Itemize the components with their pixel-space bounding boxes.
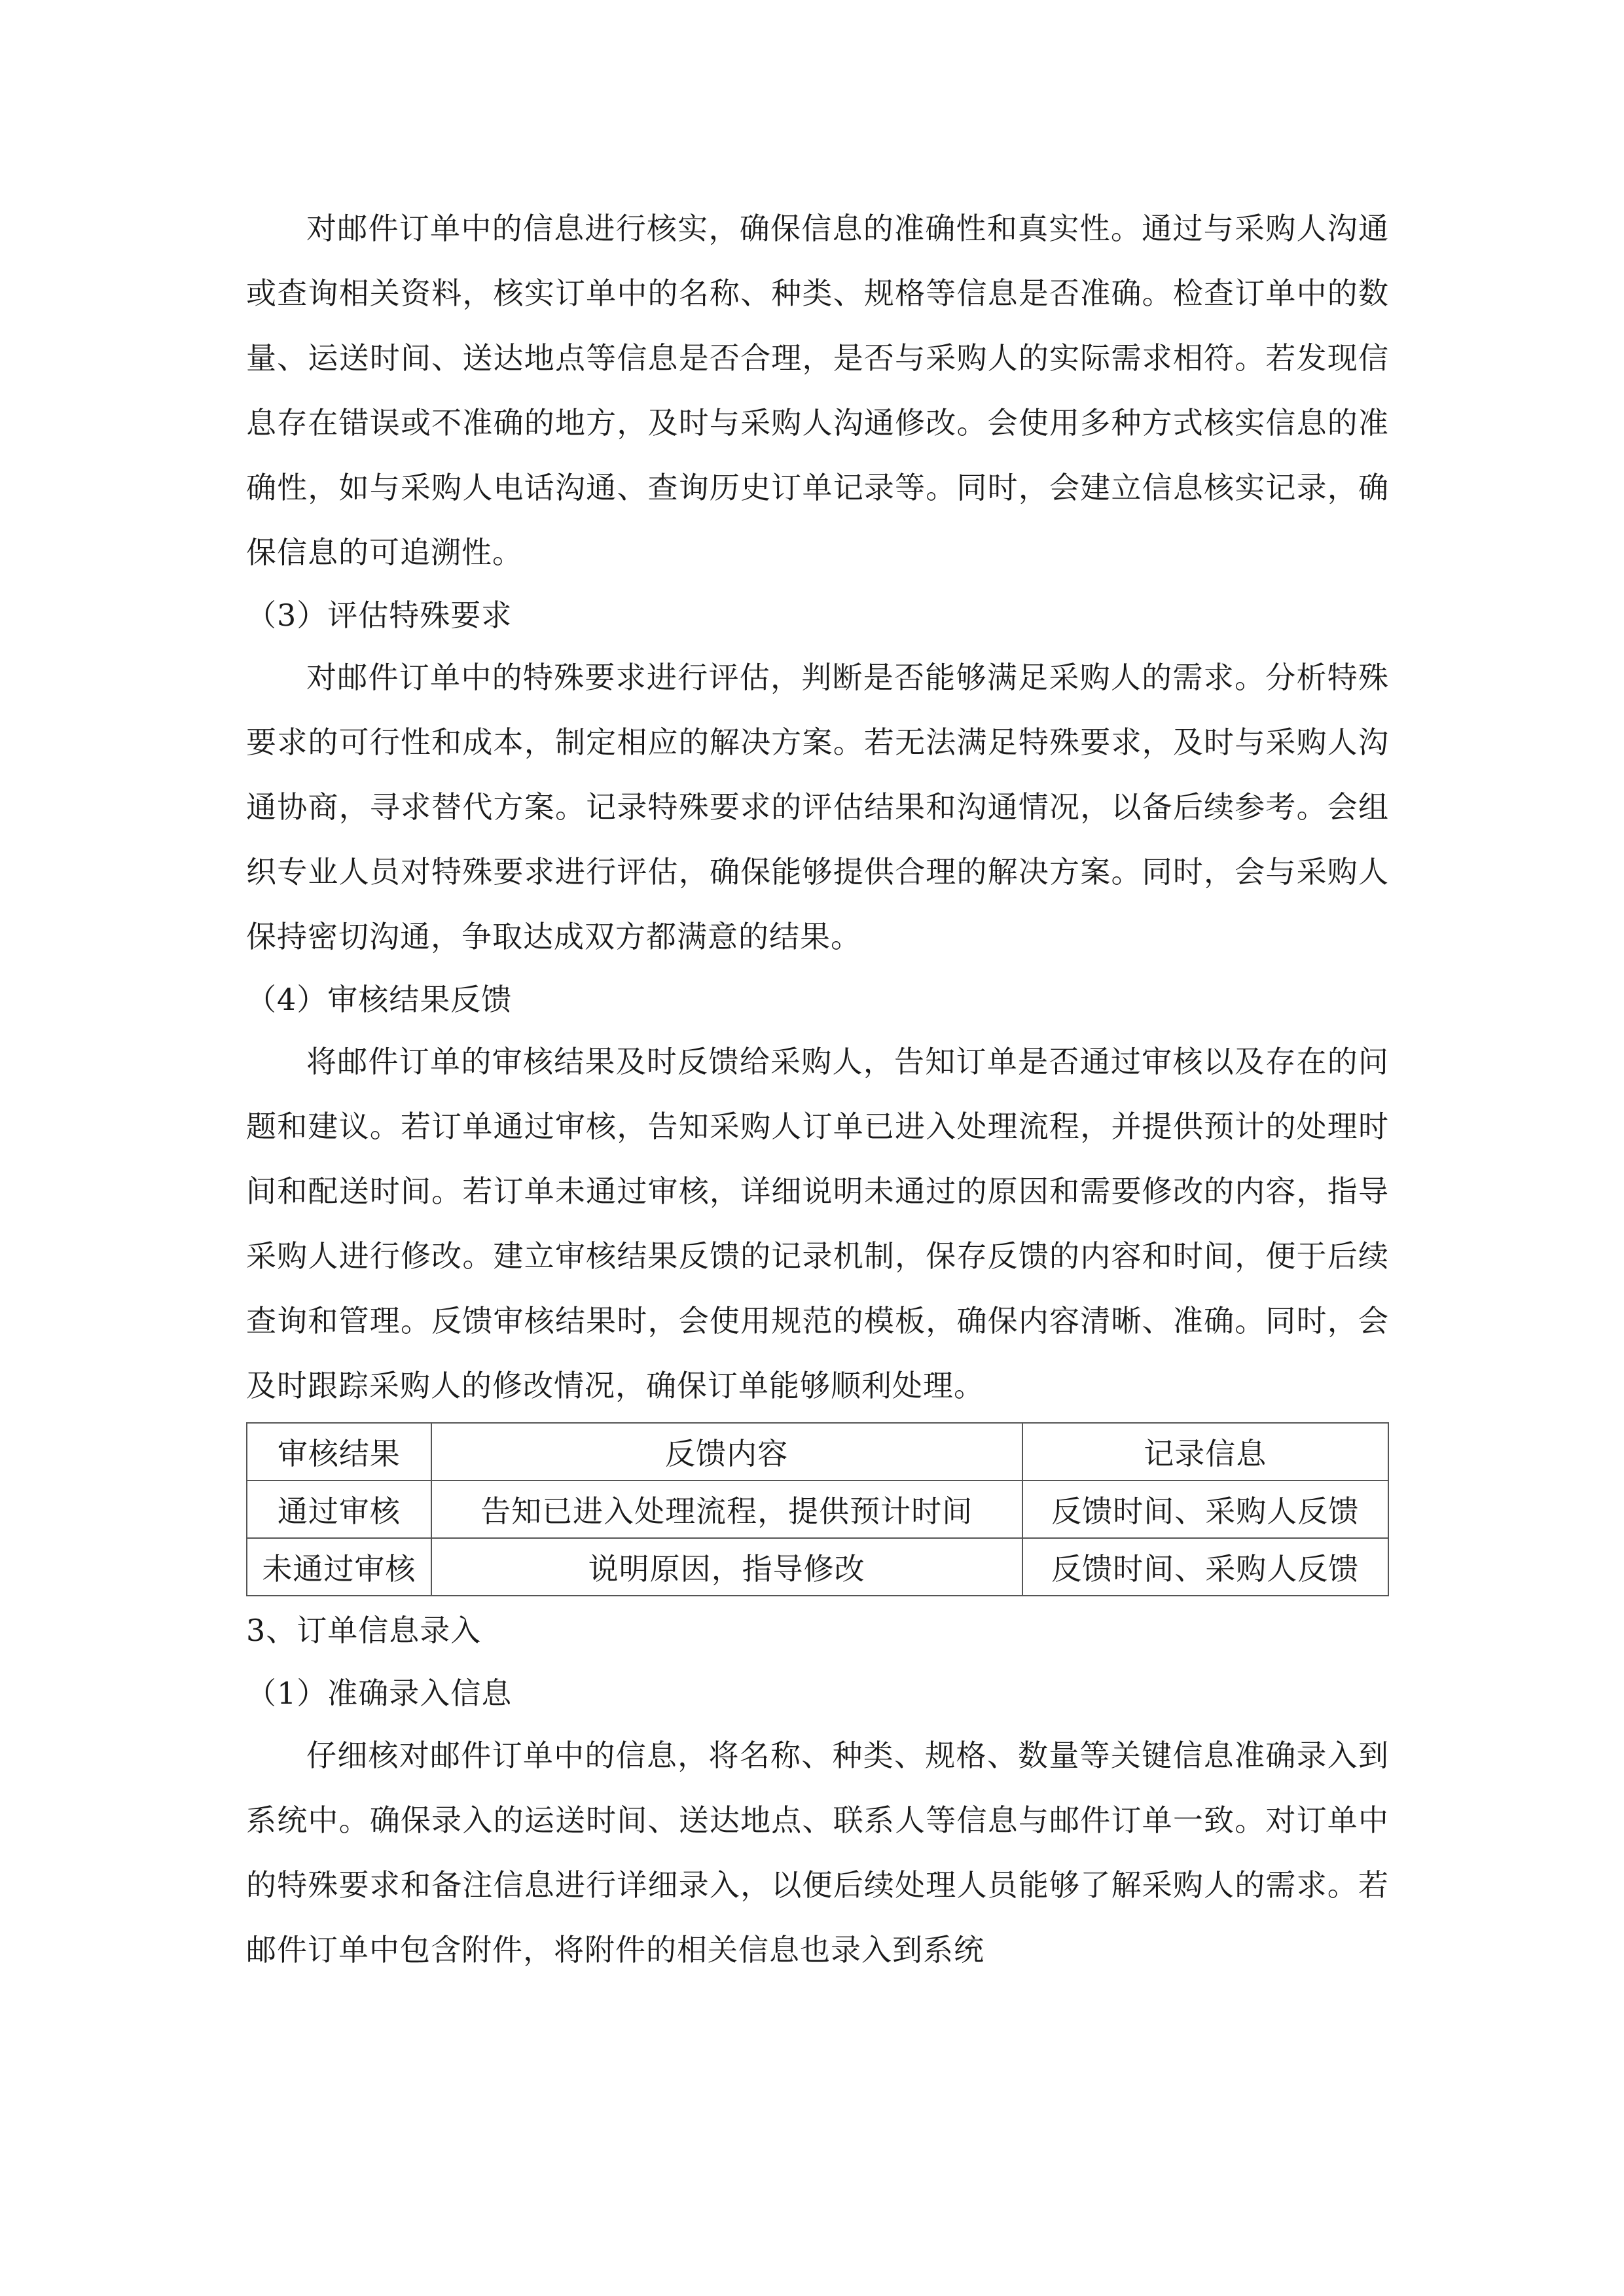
special-heading: （3）评估特殊要求 — [246, 598, 513, 633]
feedback-heading: （4）审核结果反馈 — [246, 982, 513, 1017]
review-result-table — [246, 1422, 1389, 1596]
table-header-cell: 审核结果 — [247, 1423, 431, 1480]
special-paragraph: 对邮件订单中的特殊要求进行评估，判断是否能够满足采购人的需求。分析特殊要求的可行性和成本，制定相应的解决方案。若无法满足特殊要求，及时与采购人沟通协商，寻求替代方案。记录特殊要求的评估结果和沟通情况，以备后续参考。会组织专业人员对特殊要求进行评估，确保能够提供合理的解决方案。同时，会与采购人保持密切沟通，争取达成双方都满意的结果。 — [246, 660, 1389, 954]
table-cell: 反馈时间、采购人反馈 — [1022, 1538, 1388, 1596]
table-row — [247, 1538, 1388, 1596]
document-page — [246, 196, 1389, 1982]
table-cell: 告知已进入处理流程，提供预计时间 — [431, 1480, 1022, 1538]
entry-subheading: （1）准确录入信息 — [246, 1676, 513, 1711]
table-cell: 通过审核 — [247, 1480, 431, 1538]
feedback-paragraph: 将邮件订单的审核结果及时反馈给采购人，告知订单是否通过审核以及存在的问题和建议。若订单通过审核，告知采购人订单已进入处理流程，并提供预计的处理时间和配送时间。若订单未通过审核，详细说明未通过的原因和需要修改的内容，指导采购人进行修改。建立审核结果反馈的记录机制，保存反馈的内容和时间，便于后续查询和管理。反馈审核结果时，会使用规范的模板，确保内容清晰、准确。同时，会及时跟踪采购人的修改情况，确保订单能够顺利处理。 — [246, 1044, 1389, 1403]
table-header-row — [247, 1423, 1388, 1480]
table-cell: 反馈时间、采购人反馈 — [1022, 1480, 1388, 1538]
verify-paragraph: 对邮件订单中的信息进行核实，确保信息的准确性和真实性。通过与采购人沟通或查询相关资料，核实订单中的名称、种类、规格等信息是否准确。检查订单中的数量、运送时间、送达地点等信息是否合理，是否与采购人的实际需求相符。若发现信息存在错误或不准确的地方，及时与采购人沟通修改。会使用多种方式核实信息的准确性，如与采购人电话沟通、查询历史订单记录等。同时，会建立信息核实记录，确保信息的可追溯性。 — [246, 211, 1389, 570]
table-header-cell: 记录信息 — [1022, 1423, 1388, 1480]
entry-paragraph: 仔细核对邮件订单中的信息，将名称、种类、规格、数量等关键信息准确录入到系统中。确保录入的运送时间、送达地点、联系人等信息与邮件订单一致。对订单中的特殊要求和备注信息进行详细录入，以便后续处理人员能够了解采购人的需求。若邮件订单中包含附件，将附件的相关信息也录入到系统 — [246, 1738, 1389, 1967]
table-cell: 未通过审核 — [247, 1538, 431, 1596]
table-header-cell: 反馈内容 — [431, 1423, 1022, 1480]
entry-section-heading: 3、订单信息录入 — [246, 1613, 482, 1648]
table-row — [247, 1480, 1388, 1538]
table-cell: 说明原因，指导修改 — [431, 1538, 1022, 1596]
